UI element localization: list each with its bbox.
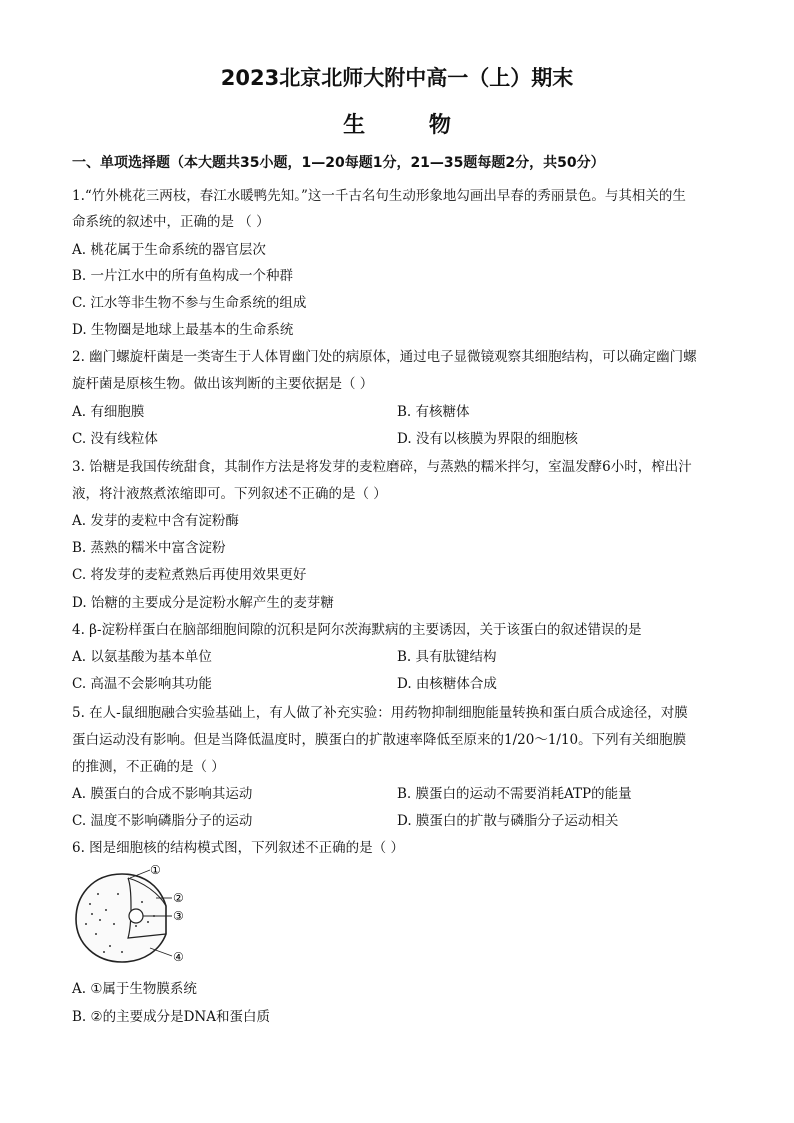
q4-option-d: D. 由核糖体合成: [397, 676, 497, 692]
q3-option-a: A. 发芽的麦粒中含有淀粉酶: [72, 513, 239, 529]
q1-stem-line1: 1.“竹外桃花三两枝，春江水暖鸭先知。”这一千古名句生动形象地勾画出早春的秀丽景色。与其相关的生: [72, 188, 686, 204]
q6-stem-line1: 6. 图是细胞核的结构模式图，下列叙述不正确的是（ ）: [72, 840, 404, 856]
q1-option-c: C. 江水等非生物不参与生命系统的组成: [72, 295, 307, 311]
q3-stem-line1: 3. 饴糖是我国传统甜食，其制作方法是将发芽的麦粒磨碎，与蒸熟的糯米拌匀，室温发酵6小时，榨出汁: [72, 459, 692, 475]
q5-stem-line2: 蛋白运动没有影响。但是当降低温度时，膜蛋白的扩散速率降低至原来的1/20～1/10。下列有关细胞膜: [72, 732, 687, 748]
q2-stem-line2: 旋杆菌是原核生物。做出该判断的主要依据是（ ）: [72, 376, 374, 392]
q4-option-b: B. 具有肽键结构: [397, 649, 497, 665]
q1-option-b: B. 一片江水中的所有鱼构成一个种群: [72, 268, 294, 284]
q3-option-c: C. 将发芽的麦粒煮熟后再使用效果更好: [72, 567, 307, 583]
q5-option-d: D. 膜蛋白的扩散与磷脂分子运动相关: [397, 813, 619, 829]
figure-label-4: ④: [173, 950, 184, 964]
figure-label-3: ③: [173, 909, 184, 923]
q2-option-b: B. 有核糖体: [397, 404, 470, 420]
nucleolus: [129, 909, 143, 923]
q2-option-a: A. 有细胞膜: [72, 404, 145, 420]
q5-stem-line3: 的推测，不正确的是（ ）: [72, 759, 225, 775]
nucleus-diagram: [70, 864, 200, 969]
q2-stem-line1: 2. 幽门螺旋杆菌是一类寄生于人体胃幽门处的病原体，通过电子显微镜观察其细胞结构，可以确定幽门螺: [72, 349, 697, 365]
q5-stem-line1: 5. 在人-鼠细胞融合实验基础上，有人做了补充实验：用药物抑制细胞能量转换和蛋白质合成途径，对膜: [72, 705, 688, 721]
q1-option-a: A. 桃花属于生命系统的器官层次: [72, 242, 266, 258]
q3-option-d: D. 饴糖的主要成分是淀粉水解产生的麦芽糖: [72, 595, 334, 611]
q2-option-c: C. 没有线粒体: [72, 431, 158, 447]
subject-title: 生 物: [343, 113, 479, 138]
q1-stem-line2: 命系统的叙述中，正确的是 （ ）: [72, 214, 270, 230]
q4-option-a: A. 以氨基酸为基本单位: [72, 649, 212, 665]
section-heading: 一、单项选择题（本大题共35小题，1—20每题1分，21—35题每题2分，共50分）: [72, 155, 605, 171]
q1-option-d: D. 生物圈是地球上最基本的生命系统: [72, 322, 294, 338]
q6-option-b: B. ②的主要成分是DNA和蛋白质: [72, 1009, 270, 1025]
exam-title: 2023北京北师大附中高一（上）期末: [220, 66, 574, 90]
q5-option-c: C. 温度不影响磷脂分子的运动: [72, 813, 253, 829]
q5-option-a: A. 膜蛋白的合成不影响其运动: [72, 786, 253, 802]
figure-label-2: ②: [173, 891, 184, 905]
q3-option-b: B. 蒸熟的糯米中富含淀粉: [72, 540, 226, 556]
q2-option-d: D. 没有以核膜为界限的细胞核: [397, 431, 578, 447]
q5-option-b: B. 膜蛋白的运动不需要消耗ATP的能量: [397, 786, 632, 802]
q6-option-a: A. ①属于生物膜系统: [72, 981, 197, 997]
q4-option-c: C. 高温不会影响其功能: [72, 676, 212, 692]
q3-stem-line2: 液，将汁液熬煮浓缩即可。下列叙述不正确的是（ ）: [72, 486, 387, 502]
q4-stem-line1: 4. β-淀粉样蛋白在脑部细胞间隙的沉积是阿尔茨海默病的主要诱因，关于该蛋白的叙述错误的是: [72, 622, 642, 638]
figure-label-1: ①: [150, 864, 161, 877]
